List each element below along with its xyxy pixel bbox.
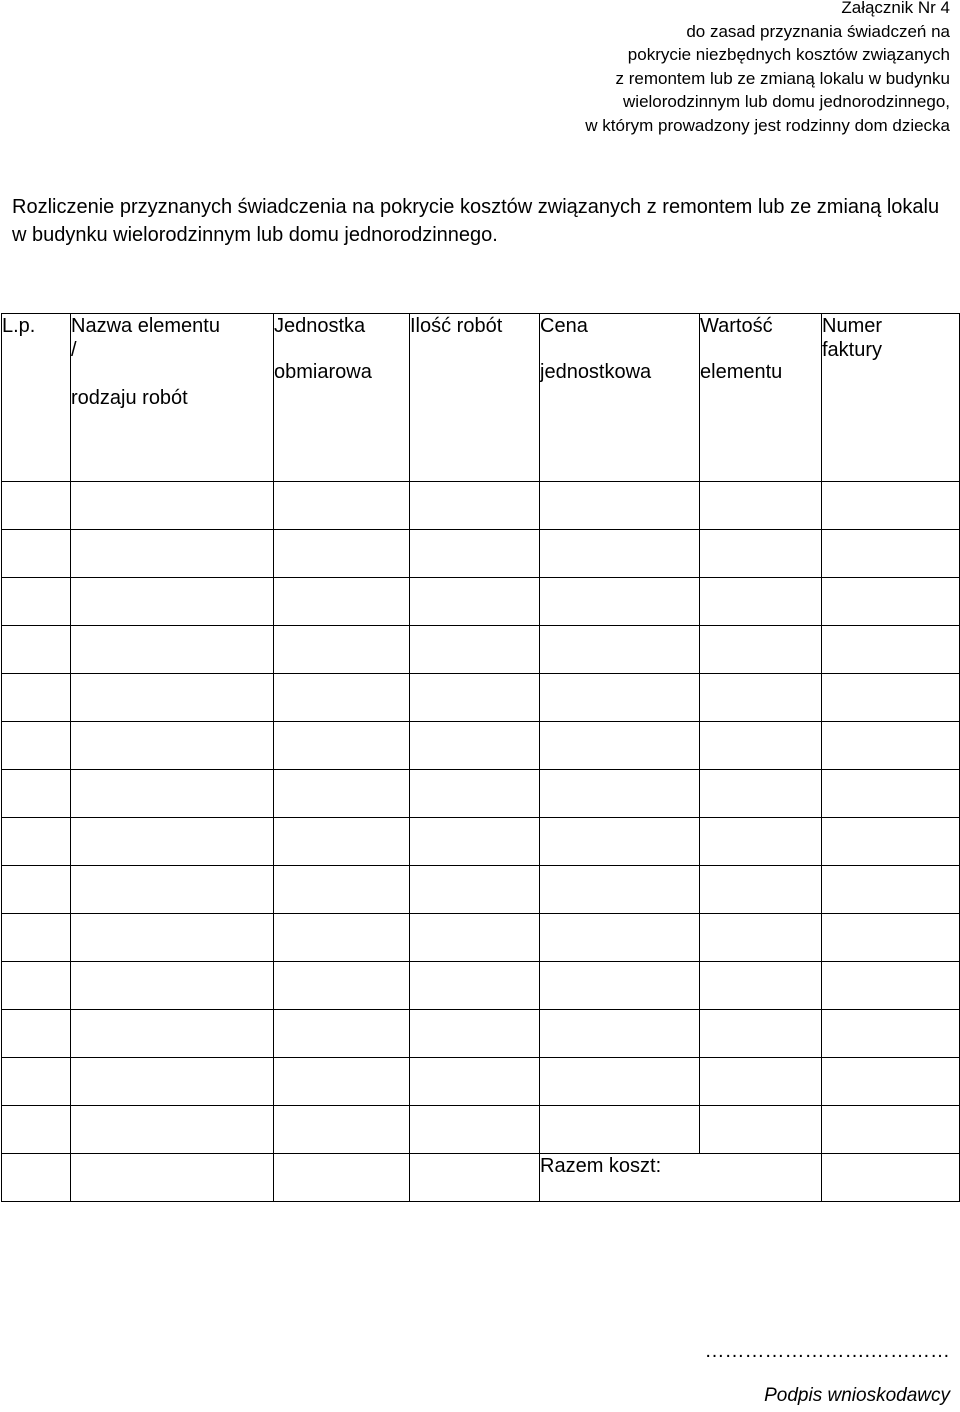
- cell-quantity[interactable]: [410, 578, 540, 626]
- table-row: [2, 530, 960, 578]
- cell-element-name[interactable]: [71, 578, 274, 626]
- header-element-value-line: Wartość: [700, 315, 773, 337]
- cell-lp[interactable]: [2, 578, 71, 626]
- header-unit-price-line: Cena: [540, 315, 588, 337]
- cell-quantity: [410, 1154, 540, 1202]
- cell-element-value[interactable]: [700, 1106, 822, 1154]
- cell-invoice-number[interactable]: [822, 914, 960, 962]
- cell-element-value[interactable]: [700, 962, 822, 1010]
- cell-quantity[interactable]: [410, 1058, 540, 1106]
- cell-lp[interactable]: [2, 674, 71, 722]
- header-element-name: [71, 314, 274, 482]
- cell-unit-price[interactable]: [540, 914, 700, 962]
- cell-quantity[interactable]: [410, 962, 540, 1010]
- cell-invoice-number[interactable]: [822, 1058, 960, 1106]
- cell-element-name[interactable]: [71, 482, 274, 530]
- cell-unit[interactable]: [274, 674, 410, 722]
- cell-element-value[interactable]: [700, 1010, 822, 1058]
- cell-lp[interactable]: [2, 1106, 71, 1154]
- cell-element-value[interactable]: [700, 722, 822, 770]
- table-total-row: [2, 1154, 960, 1202]
- cell-unit-price[interactable]: [540, 722, 700, 770]
- cell-lp[interactable]: [2, 722, 71, 770]
- cell-quantity[interactable]: [410, 866, 540, 914]
- cell-unit-price[interactable]: [540, 770, 700, 818]
- cell-quantity[interactable]: [410, 722, 540, 770]
- cell-invoice-number[interactable]: [822, 482, 960, 530]
- cell-element-value[interactable]: [700, 674, 822, 722]
- header-quantity-label: Ilość robót: [410, 315, 503, 337]
- header-unit-price-line: jednostkowa: [540, 361, 652, 383]
- cell-invoice-number[interactable]: [822, 530, 960, 578]
- table-row: [2, 578, 960, 626]
- header-lp: [2, 314, 71, 482]
- header-unit-price: [540, 314, 700, 482]
- cell-unit[interactable]: [274, 914, 410, 962]
- cell-lp[interactable]: [2, 530, 71, 578]
- cell-unit[interactable]: [274, 1010, 410, 1058]
- cell-element-value[interactable]: [700, 1058, 822, 1106]
- cell-quantity[interactable]: [410, 818, 540, 866]
- cell-lp[interactable]: [2, 866, 71, 914]
- cell-quantity[interactable]: [410, 914, 540, 962]
- cell-element-name[interactable]: [71, 530, 274, 578]
- header-unit: [274, 314, 410, 482]
- cell-quantity[interactable]: [410, 674, 540, 722]
- header-invoice-number: [822, 314, 960, 482]
- cell-unit: [274, 1154, 410, 1202]
- annex-reference: [585, 0, 950, 137]
- cell-lp[interactable]: [2, 962, 71, 1010]
- table-row: [2, 866, 960, 914]
- cell-invoice-number[interactable]: [822, 626, 960, 674]
- signature-line: …………………….…………: [704, 1340, 950, 1362]
- cell-invoice-number[interactable]: [822, 962, 960, 1010]
- cell-invoice-number[interactable]: [822, 866, 960, 914]
- table-row: [2, 722, 960, 770]
- cell-unit[interactable]: [274, 722, 410, 770]
- table-row: [2, 962, 960, 1010]
- cell-element-name[interactable]: [71, 626, 274, 674]
- cell-quantity[interactable]: [410, 626, 540, 674]
- annex-line: w którym prowadzony jest rodzinny dom dziecka: [585, 115, 950, 135]
- cell-unit-price[interactable]: [540, 482, 700, 530]
- cell-quantity[interactable]: [410, 770, 540, 818]
- table-row: [2, 1010, 960, 1058]
- header-invoice-number-line: faktury: [822, 339, 883, 361]
- cell-invoice-number[interactable]: [822, 578, 960, 626]
- table-row: [2, 1058, 960, 1106]
- table-row: [2, 1106, 960, 1154]
- cell-invoice-number[interactable]: [822, 1106, 960, 1154]
- annex-line: z remontem lub ze zmianą lokalu w budynku: [615, 68, 950, 88]
- cell-unit[interactable]: [274, 1106, 410, 1154]
- table-row: [2, 482, 960, 530]
- cell-element-name[interactable]: [71, 770, 274, 818]
- header-quantity: [410, 314, 540, 482]
- cell-unit[interactable]: [274, 578, 410, 626]
- cell-unit[interactable]: [274, 626, 410, 674]
- cell-element-value[interactable]: [700, 914, 822, 962]
- cell-element-name[interactable]: [71, 818, 274, 866]
- cell-element-value[interactable]: [700, 578, 822, 626]
- cell-lp[interactable]: [2, 1010, 71, 1058]
- cell-quantity[interactable]: [410, 1106, 540, 1154]
- cell-unit-price[interactable]: [540, 578, 700, 626]
- cell-element-value[interactable]: [700, 626, 822, 674]
- cell-unit-price[interactable]: [540, 866, 700, 914]
- header-unit-line: Jednostka: [274, 315, 366, 337]
- cell-element-name: [71, 1154, 274, 1202]
- cell-element-name[interactable]: [71, 722, 274, 770]
- cell-element-name[interactable]: [71, 914, 274, 962]
- table-row: [2, 674, 960, 722]
- cell-element-name[interactable]: [71, 962, 274, 1010]
- total-cost-value-cell[interactable]: [822, 1154, 960, 1202]
- header-element-value-line: elementu: [700, 361, 783, 383]
- settlement-table: [1, 313, 960, 1202]
- cell-invoice-number[interactable]: [822, 818, 960, 866]
- annex-title: Załącznik Nr 4: [841, 0, 950, 17]
- table-row: [2, 770, 960, 818]
- cell-element-value[interactable]: [700, 866, 822, 914]
- cell-element-name[interactable]: [71, 674, 274, 722]
- header-element-name-line: Nazwa elementu: [71, 315, 220, 337]
- cell-element-name[interactable]: [71, 1010, 274, 1058]
- cell-unit-price[interactable]: [540, 962, 700, 1010]
- cell-unit[interactable]: [274, 866, 410, 914]
- signature-caption: Podpis wnioskodawcy: [764, 1385, 950, 1406]
- cell-lp[interactable]: [2, 770, 71, 818]
- cell-invoice-number[interactable]: [822, 1010, 960, 1058]
- document-heading: Rozliczenie przyznanych świadczenia na pokrycie kosztów związanych z remontem lub ze zmianą lokalu w budynku wielorodzinnym lub domu jednorodzinnego.: [12, 196, 940, 246]
- header-unit-line: obmiarowa: [274, 361, 372, 383]
- cell-quantity[interactable]: [410, 482, 540, 530]
- cell-lp[interactable]: [2, 482, 71, 530]
- cell-invoice-number[interactable]: [822, 674, 960, 722]
- annex-line: pokrycie niezbędnych kosztów związanych: [627, 45, 950, 64]
- table-row: [2, 626, 960, 674]
- cell-element-name[interactable]: [71, 866, 274, 914]
- header-element-name-line: /: [71, 339, 77, 361]
- header-lp-label: L.p.: [2, 315, 36, 337]
- cell-element-value[interactable]: [700, 770, 822, 818]
- cell-unit[interactable]: [274, 770, 410, 818]
- cell-element-name[interactable]: [71, 1058, 274, 1106]
- cell-lp[interactable]: [2, 914, 71, 962]
- cell-unit-price[interactable]: [540, 818, 700, 866]
- cell-lp[interactable]: [2, 626, 71, 674]
- cell-lp[interactable]: [2, 1058, 71, 1106]
- cell-unit-price[interactable]: [540, 530, 700, 578]
- annex-line: do zasad przyznania świadczeń na: [686, 21, 950, 41]
- cell-unit-price[interactable]: [540, 1010, 700, 1058]
- total-cost-label: Razem koszt:: [540, 1154, 822, 1202]
- cell-invoice-number[interactable]: [822, 722, 960, 770]
- cell-element-name[interactable]: [71, 1106, 274, 1154]
- cell-unit-price[interactable]: [540, 674, 700, 722]
- cell-unit-price[interactable]: [540, 1106, 700, 1154]
- table-row: [2, 914, 960, 962]
- header-element-value: [700, 314, 822, 482]
- table-row: [2, 818, 960, 866]
- cell-element-value[interactable]: [700, 530, 822, 578]
- cell-lp: [2, 1154, 71, 1202]
- cell-unit[interactable]: [274, 962, 410, 1010]
- cell-unit-price[interactable]: [540, 626, 700, 674]
- cell-element-value[interactable]: [700, 482, 822, 530]
- cell-unit-price[interactable]: [540, 1058, 700, 1106]
- cell-lp[interactable]: [2, 818, 71, 866]
- header-element-name-line: rodzaju robót: [71, 387, 188, 409]
- cell-unit[interactable]: [274, 1058, 410, 1106]
- cell-unit[interactable]: [274, 530, 410, 578]
- cell-element-value[interactable]: [700, 818, 822, 866]
- table-header-row: [2, 314, 960, 482]
- cell-unit[interactable]: [274, 818, 410, 866]
- cell-unit[interactable]: [274, 482, 410, 530]
- annex-line: wielorodzinnym lub domu jednorodzinnego,: [623, 92, 950, 111]
- cell-quantity[interactable]: [410, 1010, 540, 1058]
- cell-quantity[interactable]: [410, 530, 540, 578]
- header-invoice-number-line: Numer: [822, 315, 883, 337]
- cell-invoice-number[interactable]: [822, 770, 960, 818]
